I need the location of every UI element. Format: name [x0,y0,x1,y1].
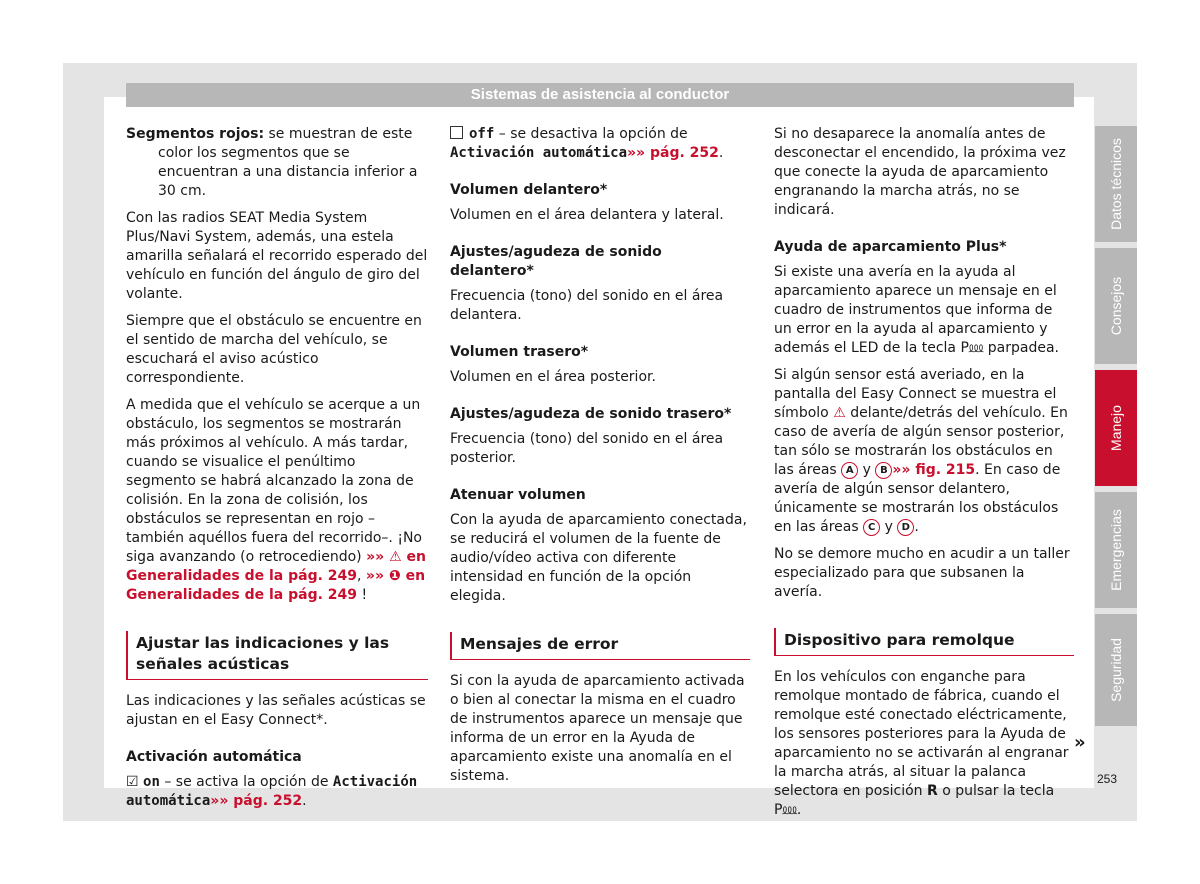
trailer-text-b: o pulsar la tecla P [774,783,1055,818]
fault-end: parpadea. [983,340,1060,356]
front-pitch-text: Frecuencia (tono) del sonido en el área delantera. [450,288,724,323]
sensor-text-f: . [914,519,919,535]
errors-text: Si con la ayuda de aparcamiento activada o bien al conectar la misma en el cuadro de instrumentos aparece un mensaje que informa de un error en la Ayuda de aparcamiento existe una anomalía en el sistema. [450,673,745,784]
red-segments-label: Segmentos rojos: [126,126,265,142]
off-end: . [718,145,724,161]
park-assist-fault-paragraph [774,263,1074,358]
subheading-rear-volume: Volumen trasero* [450,344,589,360]
on-label: on [143,774,160,790]
sensor-fault-paragraph [774,366,1074,537]
sensor-text-e: y [880,519,898,535]
subheading-park-assist-plus: Ayuda de aparcamiento Plus* [774,239,1007,255]
on-page-link[interactable]: »» pág. 252 [210,793,303,809]
column-3 [774,125,1074,828]
section-heading-errors: Mensajes de error [450,632,750,660]
tab-consejos[interactable] [1095,248,1137,364]
tab-label: Consejos [1108,276,1124,336]
workshop-paragraph: No se demore mucho en acudir a un taller especializado para que subsanen la avería. [774,546,1070,600]
fault-text: Si existe una avería en la ayuda al aparcamiento aparece un mensaje en el cuadro de instrumentos que informa de un error en la ayuda al aparcamiento y además el LED de la tecla P [774,264,1057,356]
trailer-text: En los vehículos con enganche para remolque montado de fábrica, cuando el remolque esté conectado eléctricamente, los sensores posteriores para la Ayuda de aparcamiento no se activarán al engranar la marcha atrás, al situar la palanca selectora en posición [774,669,1069,799]
park-key-icon-2: ⅏ [782,802,797,818]
tab-datos-tecnicos[interactable] [1095,126,1137,242]
anomaly-paragraph: Si no desaparece la anomalía antes de desconectar el encendido, la próxima vez que conecte la ayuda de aparcamiento engranando la marcha atrás, no se indicará. [774,126,1066,218]
subheading-front-pitch: Ajustes/agudeza de sonido delantero* [450,244,662,279]
collision-paragraph [126,396,428,605]
subheading-front-volume: Volumen delantero* [450,182,608,198]
continue-arrow-icon: » [1074,732,1086,753]
off-option-name: Activación automática [450,145,628,161]
off-page-link[interactable]: »» pág. 252 [627,145,719,161]
figure-link[interactable]: »» fig. 215 [892,462,976,478]
page-number: 253 [1097,772,1118,786]
red-segments-text: se muestran de este color los segmentos que se encuentran a una distancia inferior a 30 cm. [158,126,418,199]
sensor-text-a: Si algún sensor está averiado, en la pantalla del Easy Connect se muestra el símbolo [774,367,1057,421]
warning-triangle-icon: ⚠ [833,405,846,421]
adjust-paragraph: Las indicaciones y las señales acústicas se ajustan en el Easy Connect*. [126,693,426,728]
sensor-text-c: y [858,462,876,478]
on-text: – se activa la opción de [159,774,333,790]
subheading-attenuate: Atenuar volumen [450,487,586,503]
tab-label: Seguridad [1108,638,1125,702]
tab-label: Emergencias [1108,509,1125,591]
checkbox-empty-icon [450,126,463,139]
warning-link-2[interactable]: »» ❶ en Generalidades de la pág. 249 [126,568,426,603]
subheading-rear-pitch: Ajustes/agudeza de sonido trasero* [450,406,732,422]
section-heading-adjust: Ajustar las indicaciones y las señales acústicas [126,631,428,680]
checkbox-checked-icon: ☑ [126,774,139,790]
subheading-auto-activation: Activación automática [126,749,302,765]
rear-volume-text: Volumen en el área posterior. [450,369,656,385]
tab-label: Manejo [1108,405,1125,451]
off-label: off [469,126,495,142]
page-header: Sistemas de asistencia al conductor [126,83,1074,107]
rear-pitch-text: Frecuencia (tono) del sonido en el área posterior. [450,431,724,466]
on-option-paragraph [126,773,428,811]
attenuate-text: Con la ayuda de aparcamiento conectada, se reducirá el volumen de la fuente de audio/vídeo activa con diferente intensidad en función de la opción elegida. [450,512,747,604]
trailer-end: . [796,802,802,818]
front-volume-text: Volumen en el área delantera y lateral. [450,207,724,223]
off-text: – se desactiva la opción de [494,126,688,142]
trailer-paragraph [774,668,1074,820]
area-a-badge: A [841,462,858,479]
park-key-icon: ⅏ [968,340,984,356]
area-d-badge: D [897,519,914,536]
on-option-name: Activación automática [126,774,418,809]
tab-seguridad[interactable] [1095,614,1137,726]
tab-emergencias[interactable] [1095,492,1137,608]
column-2 [450,125,750,794]
sensor-text-d: . En caso de avería de algún sensor delantero, únicamente se mostrarán los obstáculos en las áreas [774,462,1061,535]
warning-link-1[interactable]: »» ⚠ en Generalidades de la pág. 249 [126,549,426,584]
collision-separator: , [357,568,366,584]
gear-r-label: R [927,783,938,799]
section-heading-trailer: Dispositivo para remolque [774,628,1074,656]
collision-end: ! [357,587,368,603]
sensor-text-b: delante/detrás del vehículo. En caso de avería de algún sensor posterior, tan sólo se mostrarán los obstáculos en las áreas [774,405,1068,478]
on-end: . [302,793,307,809]
area-b-badge: B [875,462,892,479]
tab-label: Datos técnicos [1108,138,1125,230]
red-segments-paragraph [126,125,428,201]
collision-text: A medida que el vehículo se acerque a un obstáculo, los segmentos se mostrarán más próximos al vehículo. A más tardar, cuando se visualice el penúltimo segmento se habrá alcanzado la zona de colisión. En la zona de colisión, los obstáculos se representan en rojo –también aquéllos fuera del recorrido–. ¡No siga avanzando (o retrocediendo) [126,397,422,565]
radios-paragraph: Con las radios SEAT Media System Plus/Navi System, además, una estela amarilla señalará el recorrido esperado del vehículo en función del ángulo de giro del volante. [126,210,428,302]
column-1 [126,125,428,819]
tab-manejo[interactable] [1095,370,1137,486]
acoustic-warning-paragraph: Siempre que el obstáculo se encuentre en el sentido de marcha del vehículo, se escuchará el aviso acústico correspondiente. [126,313,422,386]
area-c-badge: C [863,519,880,536]
off-option-paragraph [450,125,750,163]
